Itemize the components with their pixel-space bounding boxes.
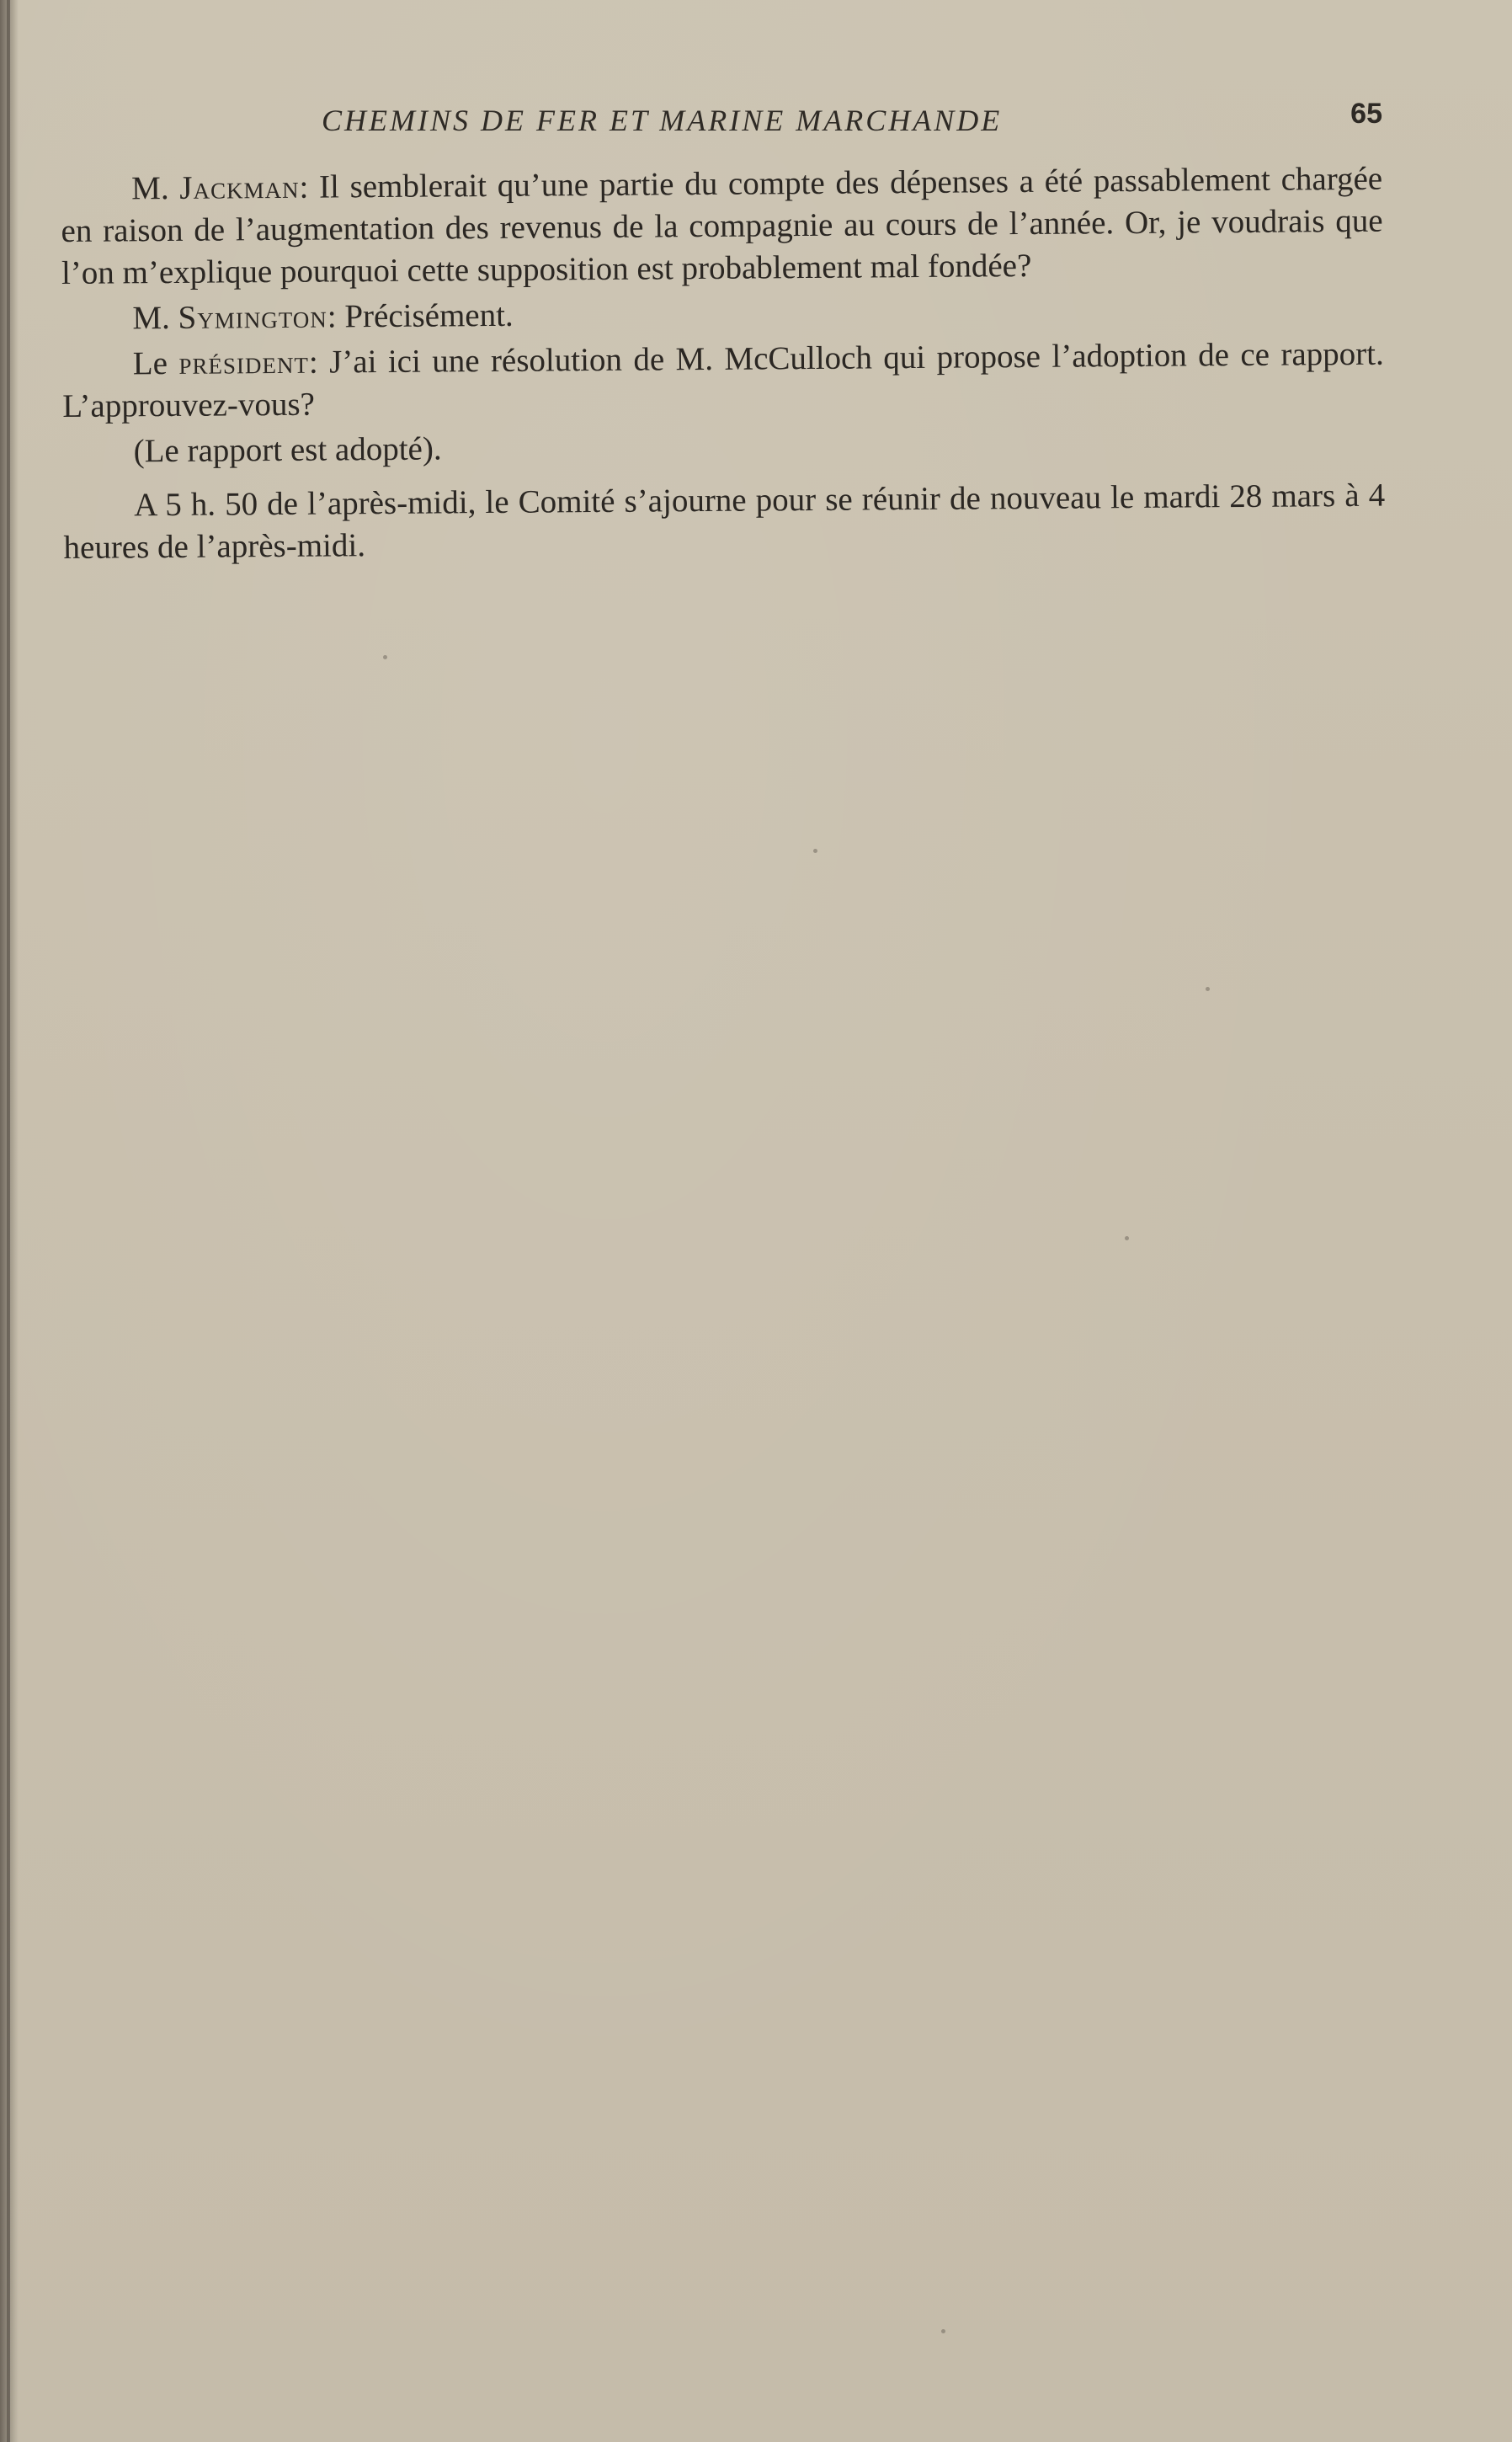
page-binding-edge [7, 0, 10, 2442]
speaker-prefix: Le [132, 344, 179, 382]
speaker-name: Symington [178, 298, 327, 336]
paragraph-text: (Le rapport est adopté). [133, 430, 442, 470]
paragraph-text: Il semblerait qu’une partie du compte des dépenses a été passablement chargée en raison de l’augmentation des revenus de la compagnie au cours de l’année. Or, je voudrais que l’on m’explique pourquoi cette supposition est probablement mal fondée? [61, 160, 1383, 291]
page-number: 65 [1350, 98, 1382, 130]
speaker-name: Jackman [179, 168, 300, 206]
paragraph-text: Précisément. [336, 296, 514, 335]
paper-speck [383, 655, 387, 659]
paragraph-jackman [61, 158, 1383, 295]
running-title: CHEMINS DE FER ET MARINE MARCHANDE [322, 104, 1003, 137]
speaker-prefix: M. [132, 299, 178, 337]
speaker-name: président [178, 344, 310, 381]
paragraph-text: A 5 h. 50 de l’après-midi, le Comité s’ajourne pour se réunir de nouveau le mardi 28 mars à 4 heures de l’après-midi. [63, 477, 1386, 566]
paper-speck [1125, 1236, 1129, 1240]
speaker-suffix: : [327, 298, 337, 335]
paragraph-president [62, 333, 1385, 428]
paragraph-adjournment [63, 475, 1386, 569]
paragraph-report-adopted [62, 421, 1384, 473]
speaker-prefix: M. [131, 169, 180, 207]
page-body [61, 158, 1386, 573]
paragraph-text: J’ai ici une résolution de M. McCulloch qui propose l’adoption de ce rapport. L’approuvez-vous? [62, 335, 1384, 424]
paper-speck [1206, 987, 1210, 991]
speaker-suffix: : [308, 344, 318, 381]
page-header [61, 94, 1382, 145]
speaker-suffix: : [299, 168, 309, 205]
paper-speck [813, 849, 817, 853]
paragraph-symington [61, 288, 1383, 340]
paper-speck [941, 2329, 945, 2333]
